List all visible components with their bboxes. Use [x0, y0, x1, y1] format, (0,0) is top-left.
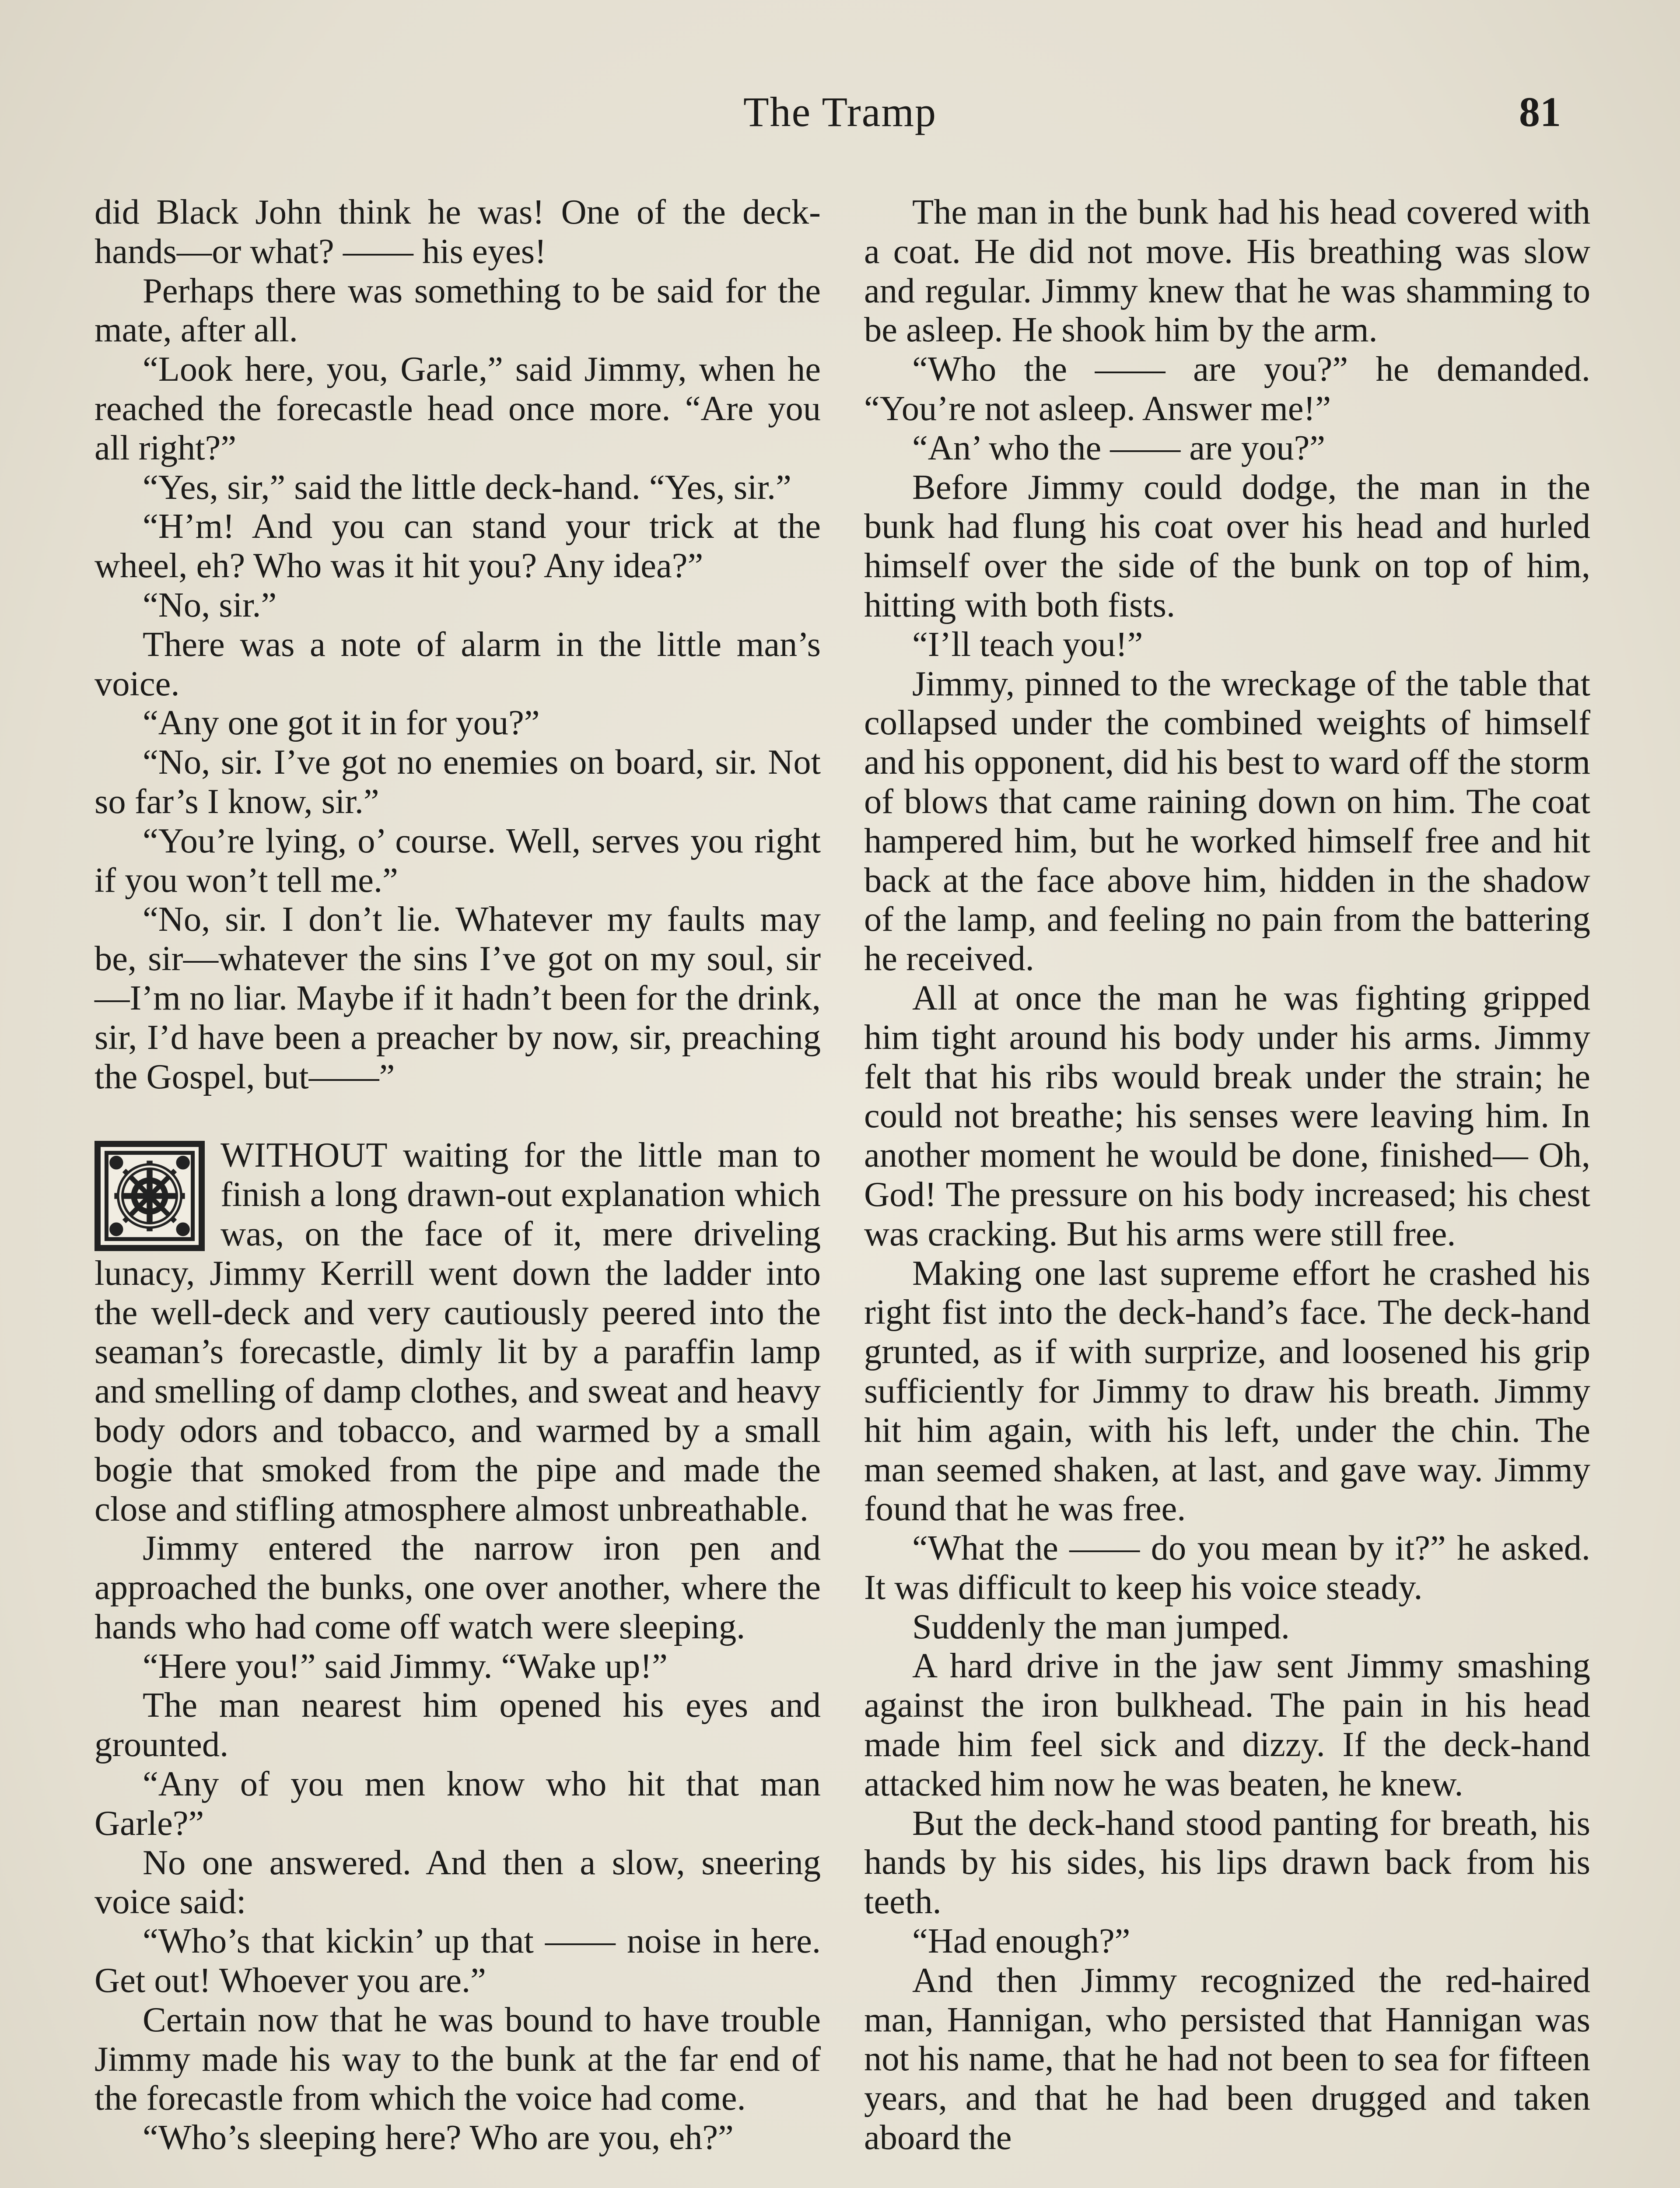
paragraph: Jimmy, pinned to the wreckage of the table that collapsed under the combined weights of himself and his opponent, did his best to ward off the storm of blows that came raining down on him. The coat hampered him, but he worked himself free and hit back at the face above him, hidden in the shadow of the lamp, and feeling no pain from the battering he received. — [864, 664, 1590, 978]
left-column — [94, 193, 821, 2157]
paragraph: Making one last supreme effort he crashed his right fist into the deck-hand’s face. The deck-hand grunted, as if with surprize, and loosened his grip sufficiently for Jimmy to draw his breath. Jimmy hit him again, with his left, under the chin. The man seemed shaken, at last, and gave way. Jimmy found that he was free. — [864, 1253, 1590, 1529]
section-opening-text: waiting for the little man to finish a long drawn-out explanation which was, on the face of it, mere driveling lunacy, Jimmy Kerrill went down the ladder into the well-deck and very cautiously peered into the seaman’s forecastle, dimly lit by a paraffin lamp and smelling of damp clothes, and sweat and heavy body odors and tobacco, and warmed by a small bogie that smoked from the pipe and made the close and stifling atmosphere almost unbreathable. — [94, 1136, 821, 1529]
paragraph: A hard drive in the jaw sent Jimmy smashing against the iron bulkhead. The pain in his head made him feel sick and dizzy. If the deck-hand attacked him now he was beaten, he knew. — [864, 1646, 1590, 1803]
paragraph: Jimmy entered the narrow iron pen and approached the bunks, one over another, where the hands who had come off watch were sleeping. — [94, 1529, 821, 1646]
paragraph: Before Jimmy could dodge, the man in the bunk had flung his coat over his head and hurled himself over the side of the bunk on top of him, hitting with both fists. — [864, 467, 1590, 624]
section-opening-caps: WITHOUT — [220, 1136, 388, 1175]
paragraph: “Any of you men know who hit that man Garle?” — [94, 1764, 821, 1843]
paragraph: All at once the man he was fighting gripped him tight around his body under his arms. Jimmy felt that his ribs would break under the strain; he could not breathe; his senses were leaving him. In another moment he would be done, finished— Oh, God! The pressure on his body increased; his chest was cracking. But his arms were still free. — [864, 978, 1590, 1253]
paragraph: The man in the bunk had his head covered with a coat. He did not move. His breathing was slow and regular. Jimmy knew that he was shamming to be asleep. He shook him by the arm. — [864, 193, 1590, 350]
paragraph: There was a note of alarm in the little man’s voice. — [94, 624, 821, 703]
paragraph: “What the —— do you mean by it?” he asked. It was difficult to keep his voice steady. — [864, 1529, 1590, 1607]
paragraph: “Any one got it in for you?” — [143, 703, 540, 743]
paragraph: “No, sir.” — [143, 585, 277, 624]
paragraph: And then Jimmy recognized the red-haired man, Hannigan, who persisted that Hannigan was not his name, that he had not been to sea for fifteen years, and that he had been drugged and taken aboard the — [864, 1960, 1590, 2157]
running-title: The Tramp — [743, 88, 937, 135]
paragraph: “Who the —— are you?” he demanded. “You’re not asleep. Answer me!” — [864, 350, 1590, 428]
paragraph: “An’ who the —— are you?” — [912, 428, 1326, 467]
paragraph: “Had enough?” — [912, 1922, 1130, 1961]
paragraph: “You’re lying, o’ course. Well, serves you right if you won’t tell me.” — [94, 821, 821, 900]
paragraph: “Yes, sir,” said the little deck-hand. “Yes, sir.” — [143, 467, 791, 507]
paragraph: But the deck-hand stood panting for breath, his hands by his sides, his lips drawn back from his teeth. — [864, 1803, 1590, 1922]
paragraph: “Who’s sleeping here? Who are you, eh?” — [143, 2118, 734, 2157]
paragraph: “No, sir. I’ve got no enemies on board, sir. Not so far’s I know, sir.” — [94, 743, 821, 821]
paragraph: The man nearest him opened his eyes and grounted. — [94, 1686, 821, 1764]
paragraph: Certain now that he was bound to have trouble Jimmy made his way to the bunk at the far end of the forecastle from which the voice had come. — [94, 2000, 821, 2118]
paragraph: “Here you!” said Jimmy. “Wake up!” — [143, 1646, 668, 1686]
paragraph: “Look here, you, Garle,” said Jimmy, when he reached the forecastle head once more. “Are you all right?” — [94, 350, 821, 467]
paragraph: “Who’s that kickin’ up that —— noise in here. Get out! Whoever you are.” — [94, 1922, 821, 2000]
paragraph: “No, sir. I don’t lie. Whatever my faults may be, sir—whatever the sins I’ve got on my soul, sir—I’m no liar. Maybe if it hadn’t been for the drink, sir, I’d have been a preacher by now, sir, preaching the Gospel, but——” — [94, 900, 821, 1096]
paragraph: “I’ll teach you!” — [912, 624, 1143, 664]
section-opening-paragraph — [94, 1136, 821, 1529]
paragraph: Suddenly the man jumped. — [912, 1607, 1290, 1646]
paragraph: No one answered. And then a slow, sneering voice said: — [94, 1843, 821, 1922]
celtic-knot-icon — [94, 1141, 205, 1251]
paragraph: “H’m! And you can stand your trick at the wheel, eh? Who was it hit you? Any idea?” — [94, 507, 821, 586]
page-number: 81 — [1519, 88, 1561, 135]
paragraph: Perhaps there was something to be said for the mate, after all. — [94, 271, 821, 350]
paragraph: did Black John think he was! One of the deck-hands—or what? —— his eyes! — [94, 193, 821, 271]
right-column — [864, 193, 1590, 2157]
